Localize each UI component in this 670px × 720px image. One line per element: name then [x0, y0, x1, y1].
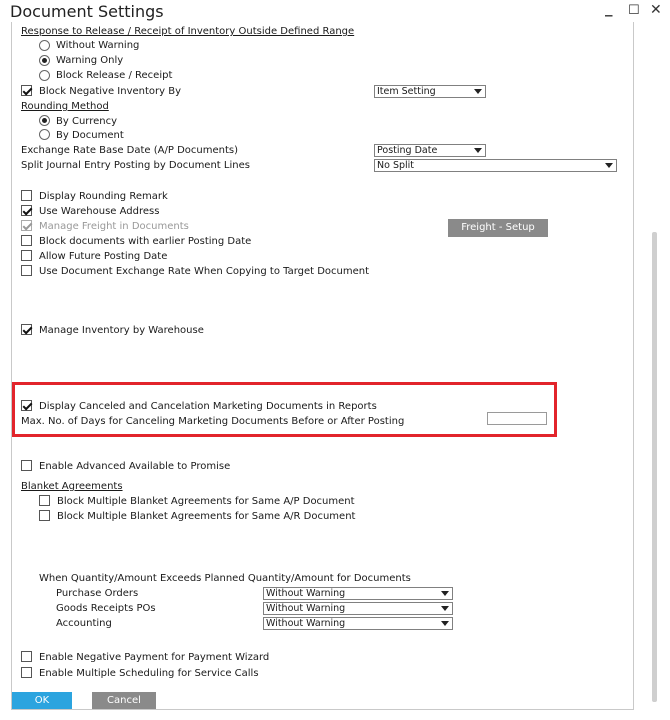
display-rounding-remark-label: Display Rounding Remark: [39, 191, 168, 202]
block-negative-inventory-label: Block Negative Inventory By: [39, 86, 182, 97]
display-canceled-docs-checkbox[interactable]: [21, 400, 32, 411]
allow-future-posting-checkbox[interactable]: [21, 250, 32, 261]
block-earlier-posting-checkbox[interactable]: [21, 235, 32, 246]
max-days-input[interactable]: [487, 412, 547, 425]
minimize-icon[interactable]: _: [605, 0, 613, 17]
allow-future-posting-label: Allow Future Posting Date: [39, 251, 168, 262]
use-doc-exchange-rate-checkbox[interactable]: [21, 265, 32, 276]
use-warehouse-address-label: Use Warehouse Address: [39, 206, 160, 217]
chevron-down-icon: [474, 148, 482, 153]
accounting-label: Accounting: [56, 618, 112, 629]
display-rounding-remark-checkbox[interactable]: [21, 190, 32, 201]
ok-button[interactable]: OK: [12, 692, 72, 709]
exchange-rate-value: Posting Date: [377, 145, 438, 156]
negative-payment-label: Enable Negative Payment for Payment Wizard: [39, 652, 270, 663]
radio-block-release-label: Block Release / Receipt: [56, 70, 173, 81]
manage-inventory-warehouse-label: Manage Inventory by Warehouse: [39, 325, 204, 336]
purchase-orders-label: Purchase Orders: [56, 588, 139, 599]
release-heading: Response to Release / Receipt of Inventory Outside Defined Range: [21, 26, 355, 37]
block-blanket-ar-checkbox[interactable]: [39, 510, 50, 521]
radio-warning-only[interactable]: [39, 55, 50, 66]
cancel-button[interactable]: Cancel: [92, 692, 156, 709]
block-negative-inventory-select[interactable]: [374, 85, 486, 98]
radio-warning-only-label: Warning Only: [56, 55, 124, 66]
split-journal-value: No Split: [377, 160, 415, 171]
manage-freight-checkbox: [21, 220, 32, 231]
blanket-heading: Blanket Agreements: [21, 481, 123, 492]
window-title: Document Settings: [10, 2, 164, 21]
maximize-icon[interactable]: ☐: [628, 3, 640, 18]
chevron-down-icon: [605, 163, 613, 168]
chevron-down-icon: [441, 606, 449, 611]
freight-setup-button[interactable]: Freight - Setup: [448, 219, 548, 237]
block-blanket-ap-checkbox[interactable]: [39, 495, 50, 506]
multiple-scheduling-checkbox[interactable]: [21, 667, 32, 678]
purchase-orders-select[interactable]: [263, 587, 453, 600]
block-earlier-posting-label: Block documents with earlier Posting Date: [39, 236, 252, 247]
vertical-scrollbar[interactable]: [652, 232, 657, 702]
multiple-scheduling-label: Enable Multiple Scheduling for Service Calls: [39, 668, 259, 679]
block-negative-inventory-checkbox[interactable]: [21, 85, 32, 96]
chevron-down-icon: [441, 591, 449, 596]
split-journal-select[interactable]: [374, 159, 617, 172]
radio-without-warning-label: Without Warning: [56, 40, 140, 51]
goods-receipts-select[interactable]: [263, 602, 453, 615]
exchange-rate-label: Exchange Rate Base Date (A/P Documents): [21, 145, 238, 156]
goods-receipts-label: Goods Receipts POs: [56, 603, 156, 614]
advanced-atp-checkbox[interactable]: [21, 460, 32, 471]
radio-by-currency-label: By Currency: [56, 116, 118, 127]
display-canceled-docs-label: Display Canceled and Cancelation Marketing Documents in Reports: [39, 401, 377, 412]
chevron-down-icon: [441, 621, 449, 626]
negative-payment-checkbox[interactable]: [21, 651, 32, 662]
purchase-orders-value: Without Warning: [266, 588, 346, 599]
use-doc-exchange-rate-label: Use Document Exchange Rate When Copying to Target Document: [39, 266, 370, 277]
radio-by-document-label: By Document: [56, 130, 124, 141]
exceeds-heading: When Quantity/Amount Exceeds Planned Quantity/Amount for Documents: [39, 573, 411, 584]
radio-by-document[interactable]: [39, 129, 50, 140]
split-journal-label: Split Journal Entry Posting by Document Lines: [21, 160, 250, 171]
goods-receipts-value: Without Warning: [266, 603, 346, 614]
advanced-atp-label: Enable Advanced Available to Promise: [39, 461, 231, 472]
use-warehouse-address-checkbox[interactable]: [21, 205, 32, 216]
radio-by-currency[interactable]: [39, 115, 50, 126]
accounting-select[interactable]: [263, 617, 453, 630]
manage-inventory-warehouse-checkbox[interactable]: [21, 324, 32, 335]
accounting-value: Without Warning: [266, 618, 346, 629]
block-blanket-ap-label: Block Multiple Blanket Agreements for Same A/P Document: [57, 496, 355, 507]
manage-freight-label: Manage Freight in Documents: [39, 221, 189, 232]
block-negative-inventory-value: Item Setting: [377, 86, 436, 97]
close-icon[interactable]: ✕: [650, 2, 662, 18]
block-blanket-ar-label: Block Multiple Blanket Agreements for Same A/R Document: [57, 511, 356, 522]
exchange-rate-select[interactable]: [374, 144, 486, 157]
radio-block-release[interactable]: [39, 70, 50, 81]
radio-without-warning[interactable]: [39, 40, 50, 51]
rounding-heading: Rounding Method: [21, 101, 109, 112]
chevron-down-icon: [474, 89, 482, 94]
max-days-label: Max. No. of Days for Canceling Marketing Documents Before or After Posting: [21, 416, 405, 427]
